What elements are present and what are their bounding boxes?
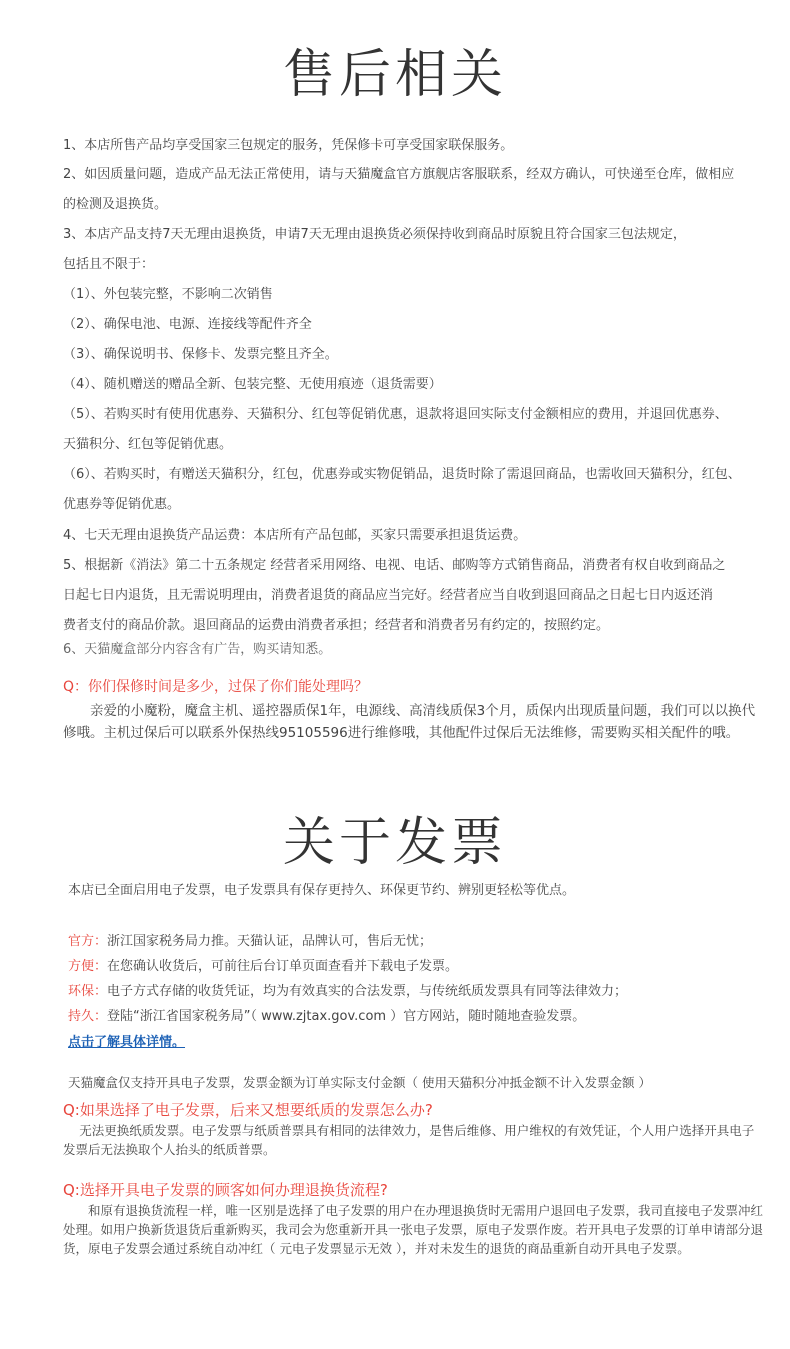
policy-line-16: 日起七日内退货，且无需说明理由，消费者退货的商品应当完好。经营者应当自收到退回商品之日起七日内返还消 bbox=[63, 588, 714, 603]
policy-line-8: （3）、确保说明书、保修卡、发票完整且齐全。 bbox=[63, 347, 338, 362]
policy-line-6: （1）、外包装完整，不影响二次销售 bbox=[63, 287, 273, 302]
policy-line-5: 包括且不限于： bbox=[63, 257, 155, 272]
return-process-answer: 和原有退换货流程一样，唯一区别是选择了电子发票的用户在办理退换货时无需用户退回电子发票，我司直接电子发票冲红处理。如用户换新货退货后重新购买，我司会为您重新开具一张电子发票，原电子发票作废。若开具电子发票的订单申请部分退货，原电子发票会通过系统自动冲红（ 元电子发票显示无效 ），并对未发生的退货的商品重新自动开具电子发票。 bbox=[63, 1203, 764, 1256]
policy-line-12: （6）、若购买时，有赠送天猫积分，红包，优惠券或实物促销品，退货时除了需退回商品，也需收回天猫积分，红包、 bbox=[63, 467, 741, 482]
after-sales-title: 售后相关 bbox=[282, 45, 507, 105]
policy-line-2: 2、如因质量问题，造成产品无法正常使用，请与天猫魔盒官方旗舰店客服联系，经双方确认，可快递至仓库，做相应 bbox=[63, 167, 735, 182]
details-link-row bbox=[68, 1034, 768, 1052]
invoice-item-official bbox=[68, 933, 768, 951]
invoice-title: 关于发票 bbox=[282, 813, 507, 873]
policy-line-14: 4、七天无理由退换货产品运费：本店所有产品包邮，买家只需要承担退货运费。 bbox=[63, 528, 527, 543]
details-link[interactable]: 点击了解具体详情。 bbox=[68, 1035, 186, 1050]
paper-invoice-answer: 无法更换纸质发票。电子发票与纸质普票具有相同的法律效力，是售后维修、用户维权的有效凭证，个人用户选择开具电子发票后无法换取个人抬头的纸质普票。 bbox=[63, 1123, 755, 1157]
warranty-answer: 亲爱的小魔粉，魔盒主机、遥控器质保1年，电源线、高清线质保3个月，质保内出现质量问题，我们可以以换代修哦。主机过保后可以联系外保热线95105596进行维修哦，其他配件过保后无法维修，需要购买相关配件的哦。 bbox=[63, 703, 756, 741]
invoice-item-text: 登陆“浙江省国家税务局”（ www.zjtax.gov.com ）官方网站，随时随地查验发票。 bbox=[107, 1009, 586, 1024]
paper-invoice-question: Q:如果选择了电子发票，后来又想要纸质的发票怎么办? bbox=[63, 1101, 433, 1119]
policy-line-15: 5、根据新《消法》第二十五条规定 经营者采用网络、电视、电话、邮购等方式销售商品，消费者有权自收到商品之 bbox=[63, 558, 726, 573]
invoice-note: 天猫魔盒仅支持开具电子发票，发票金额为订单实际支付金额（ 使用天猫积分冲抵金额不计入发票金额 ） bbox=[68, 1075, 651, 1090]
invoice-item-durable bbox=[68, 1008, 768, 1026]
invoice-item-convenient bbox=[68, 958, 768, 976]
policy-line-7: （2）、确保电池、电源、连接线等配件齐全 bbox=[63, 317, 312, 332]
invoice-item-label: 方便： bbox=[68, 959, 108, 974]
warranty-question: Q：你们保修时间是多少，过保了你们能处理吗？ bbox=[63, 679, 369, 695]
invoice-item-label: 环保： bbox=[68, 984, 108, 999]
invoice-intro: 本店已全面启用电子发票，电子发票具有保存更持久、环保更节约、辨别更轻松等优点。 bbox=[68, 883, 576, 898]
policy-line-11: 天猫积分、红包等促销优惠。 bbox=[63, 437, 233, 452]
policy-line-17: 费者支付的商品价款。退回商品的运费由消费者承担；经营者和消费者另有约定的，按照约定。 bbox=[63, 618, 610, 633]
invoice-item-label: 持久： bbox=[68, 1009, 108, 1024]
invoice-item-label: 官方： bbox=[68, 934, 108, 949]
invoice-item-text: 电子方式存储的收货凭证，均为有效真实的合法发票，与传统纸质发票具有同等法律效力； bbox=[107, 984, 628, 999]
policy-line-10: （5）、若购买时有使用优惠券、天猫积分、红包等促销优惠，退款将退回实际支付金额相应的费用，并退回优惠券、 bbox=[63, 407, 728, 422]
policy-line-4: 3、本店产品支持7天无理由退换货，申请7天无理由退换货必须保持收到商品时原貌且符合国家三包法规定， bbox=[63, 227, 686, 242]
invoice-item-text: 浙江国家税务局力推。天猫认证，品牌认可，售后无忧； bbox=[107, 934, 433, 949]
policy-line-18: 6、天猫魔盒部分内容含有广告，购买请知悉。 bbox=[63, 642, 332, 657]
policy-line-3: 的检测及退换货。 bbox=[63, 197, 168, 212]
policy-line-9: （4）、随机赠送的赠品全新、包装完整、无使用痕迹（退货需要） bbox=[63, 377, 442, 392]
invoice-item-eco bbox=[68, 983, 768, 1001]
invoice-item-text: 在您确认收货后，可前往后台订单页面查看并下载电子发票。 bbox=[107, 959, 459, 974]
policy-line-13: 优惠券等促销优惠。 bbox=[63, 497, 181, 512]
policy-line-1: 1、本店所售产品均享受国家三包规定的服务，凭保修卡可享受国家联保服务。 bbox=[63, 138, 514, 153]
return-process-question: Q:选择开具电子发票的顾客如何办理退换货流程? bbox=[63, 1181, 388, 1199]
